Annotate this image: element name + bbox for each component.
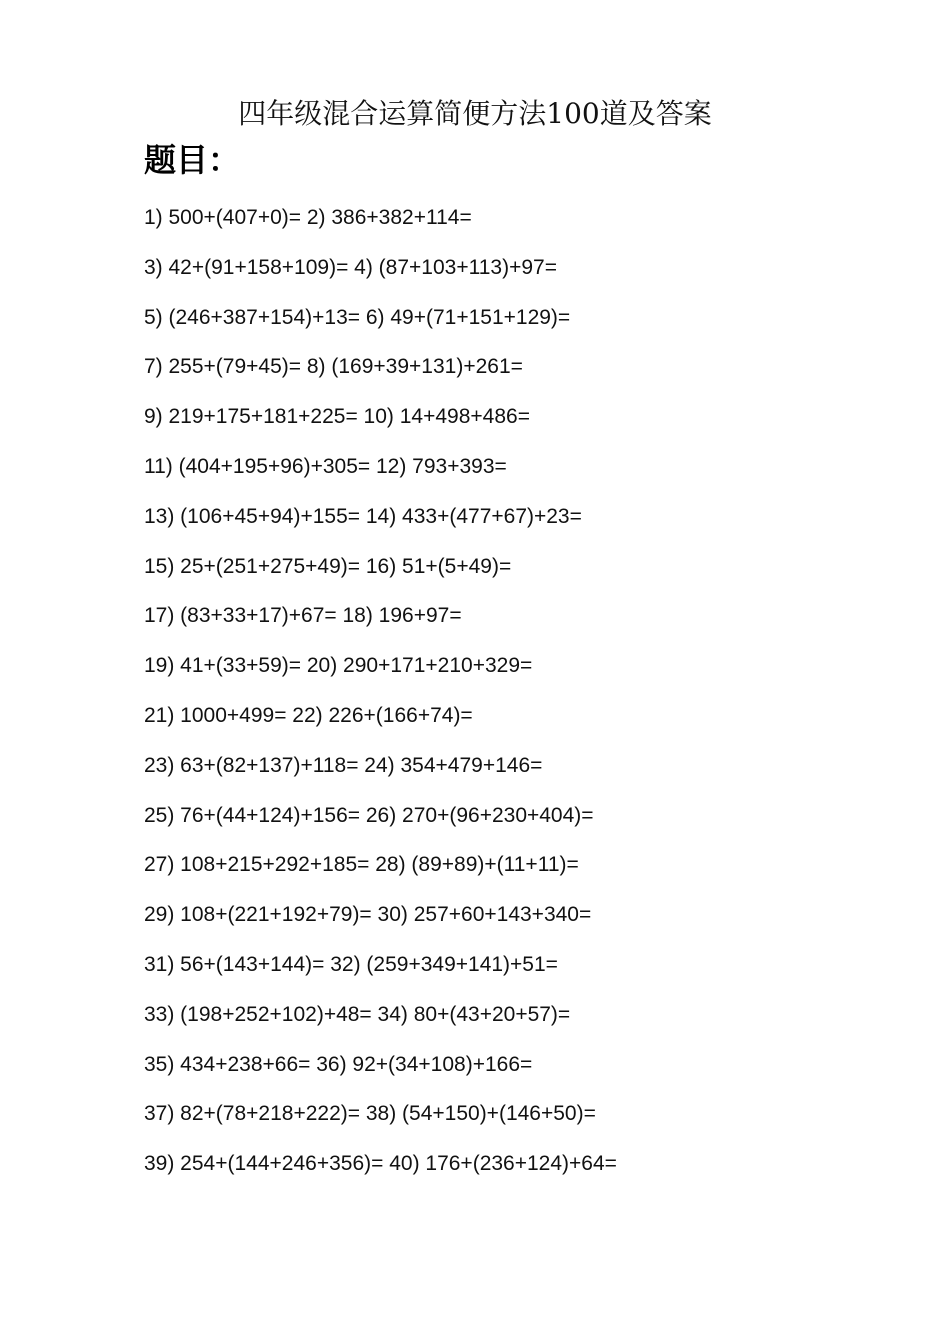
problem-line: 31) 56+(143+144)= 32) (259+349+141)+51= <box>144 952 558 976</box>
problem-line: 37) 82+(78+218+222)= 38) (54+150)+(146+50)= <box>144 1102 596 1126</box>
problem-line: 1) 500+(407+0)= 2) 386+382+114= <box>144 206 472 229</box>
problem-line: 19) 41+(33+59)= 20) 290+171+210+329= <box>144 654 533 678</box>
problem-line: 33) (198+252+102)+48= 34) 80+(43+20+57)= <box>144 1002 571 1026</box>
problem-line: 11) (404+195+96)+305= 12) 793+393= <box>144 454 507 478</box>
problem-line: 21) 1000+499= 22) 226+(166+74)= <box>144 703 473 727</box>
document-title: 四年级混合运算简便方法100道及答案 <box>238 97 712 130</box>
problem-line: 9) 219+175+181+225= 10) 14+498+486= <box>144 405 530 429</box>
problem-line: 23) 63+(82+137)+118= 24) 354+479+146= <box>144 753 543 777</box>
problem-line: 29) 108+(221+192+79)= 30) 257+60+143+340= <box>144 903 592 927</box>
section-heading: 题目： <box>144 141 241 179</box>
problem-line: 17) (83+33+17)+67= 18) 196+97= <box>144 604 462 628</box>
problem-list <box>144 198 904 1194</box>
problem-line: 13) (106+45+94)+155= 14) 433+(477+67)+23= <box>144 504 582 528</box>
problem-line: 7) 255+(79+45)= 8) (169+39+131)+261= <box>144 355 523 379</box>
problem-line: 35) 434+238+66= 36) 92+(34+108)+166= <box>144 1052 533 1076</box>
problem-line: 5) (246+387+154)+13= 6) 49+(71+151+129)= <box>144 305 571 329</box>
problem-line: 15) 25+(251+275+49)= 16) 51+(5+49)= <box>144 554 512 578</box>
problem-line: 39) 254+(144+246+356)= 40) 176+(236+124)+64= <box>144 1152 617 1176</box>
problem-line: 27) 108+215+292+185= 28) (89+89)+(11+11)= <box>144 853 579 877</box>
problem-line: 3) 42+(91+158+109)= 4) (87+103+113)+97= <box>144 255 557 279</box>
problem-line: 25) 76+(44+124)+156= 26) 270+(96+230+404)= <box>144 803 594 827</box>
